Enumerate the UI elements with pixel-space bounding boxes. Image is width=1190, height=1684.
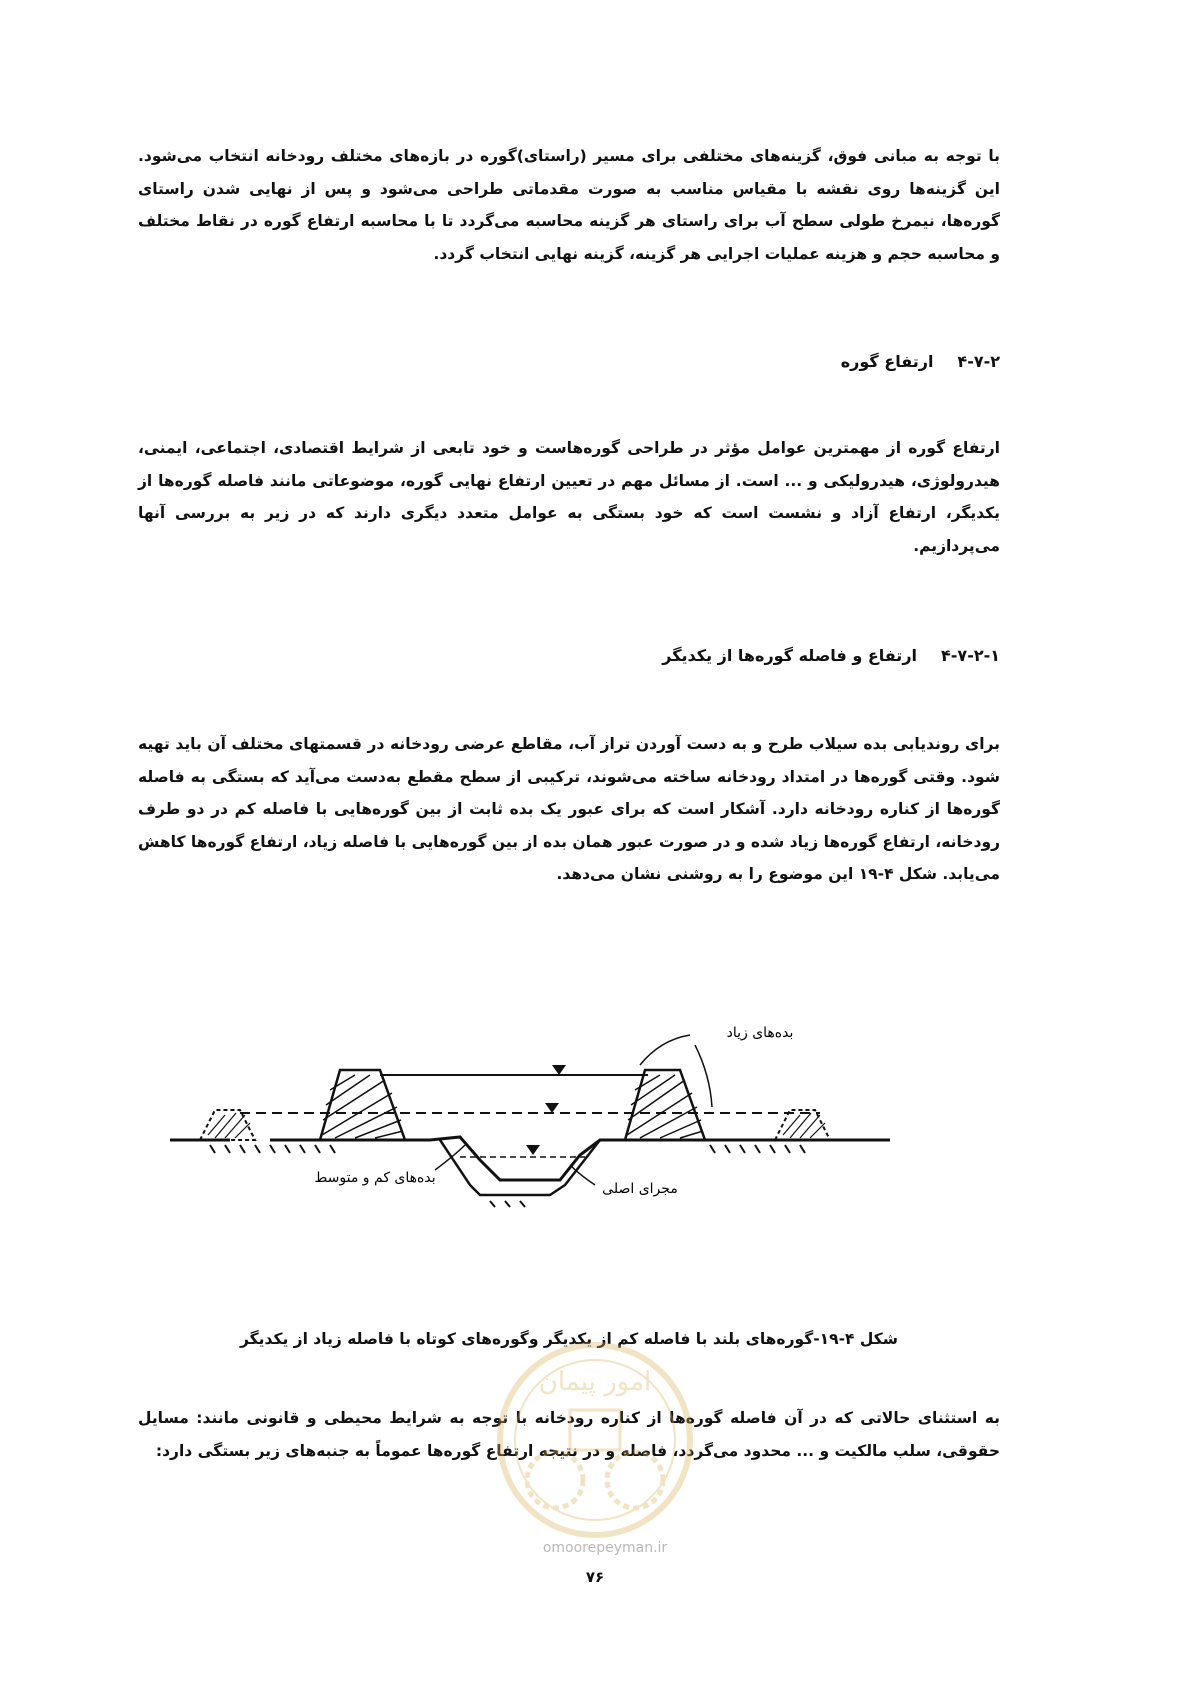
main-channel bbox=[440, 1140, 600, 1195]
label-low-flow: بده‌های کم و متوسط bbox=[314, 1170, 436, 1186]
figure-caption: شکل ۴-۱۹-گوره‌های بلند با فاصله کم از یکدیگر وگوره‌های کوتاه با فاصله زیاد از یکدیگر bbox=[240, 1330, 898, 1348]
ground-hatching bbox=[210, 1145, 805, 1207]
page-number: ۷۶ bbox=[585, 1568, 605, 1586]
paragraph-flood-routing: برای روندیابی بده سیلاب طرح و به دست آوردن تراز آب، مقاطع عرضی رودخانه در قسمتهای مختلف آن باید تهیه شود. وقتی گوره‌ها در امتداد رودخانه ساخته می‌شوند، ترکیبی از سطح مقطع به‌دست می‌آید که بستگی به فاصله گوره‌ها از کناره رودخانه دارد. آشکار است که برای عبور یک بده ثابت از بین گوره‌هایی با فاصله کم در دو طرف رودخانه، ارتفاع گوره‌ها زیاد شده و در صورت عبور همان بده از بین گوره‌هایی با فاصله زیاد، ارتفاع گوره‌ها کاهش می‌یابد. شکل ۴-۱۹ این موضوع را به روشنی نشان می‌دهد. bbox=[138, 735, 1000, 883]
paragraph-levee-height: ارتفاع گوره از مهمترین عوامل مؤثر در طراحی گوره‌هاست و خود تابعی از شرایط اقتصادی، اجتماعی، ایمنی، هیدرولوژی، هیدرولیکی و ... است. از مسائل مهم در تعیین ارتفاع نهایی گوره، موضوعاتی مانند فاصله گوره‌ها از یکدیگر، ارتفاع آزاد و نشست است که خود بستگی به عوامل متعدد دیگری دارند که در زیر به بررسی آنها می‌پردازیم. bbox=[138, 439, 1000, 555]
leader-high-flow bbox=[640, 1035, 690, 1065]
heading-title: ارتفاع گوره bbox=[840, 352, 934, 371]
heading-title: ارتفاع و فاصله گوره‌ها از یکدیگر bbox=[662, 646, 918, 665]
label-high-flow: بده‌های زیاد bbox=[726, 1025, 794, 1041]
water-level-markers bbox=[526, 1065, 566, 1155]
paragraph-route-options: با توجه به مبانی فوق، گزینه‌های مختلفی برای مسیر (راستای)گوره در بازه‌های مختلف رودخانه انتخاب می‌شود. این گزینه‌ها روی نقشه با مقیاس مناسب به صورت مقدماتی طراحی می‌شود و پس از نهایی شدن راستای گوره‌ها، نیمرخ طولی سطح آب برای راستای هر گزینه محاسبه می‌گردد تا با محاسبه ارتفاع گوره در نقاط مختلف و محاسبه حجم و هزینه عملیات اجرایی هر گزینه، گزینه نهایی انتخاب گردد. bbox=[138, 147, 1000, 263]
section-heading-levee-height bbox=[138, 352, 1000, 371]
section-heading-height-spacing bbox=[138, 646, 1000, 665]
leader-high-flow-2 bbox=[695, 1045, 712, 1107]
levee-cross-section-figure bbox=[170, 1025, 970, 1285]
heading-number: ۴-۷-۲ bbox=[957, 352, 1000, 371]
ground-line bbox=[170, 1137, 890, 1180]
watermark-site: omoorepeyman.ir bbox=[542, 1540, 668, 1556]
big-levee-right bbox=[625, 1070, 705, 1140]
label-main-channel: مجرای اصلی bbox=[602, 1181, 678, 1197]
watermark-logo bbox=[485, 1290, 705, 1580]
watermark-logo-text: امور پیمان bbox=[538, 1367, 652, 1397]
heading-number: ۴-۷-۲-۱ bbox=[941, 646, 1000, 665]
paragraph-exceptions: به استثنای حالاتی که در آن فاصله گوره‌ها از کناره رودخانه با توجه به شرایط محیطی و قانونی مانند: مسایل حقوقی، سلب مالکیت و ... محدود می‌گردد، فاصله و در نتیجه ارتفاع گوره‌ها عموماً به جنبه‌های زیر بستگی دارد: bbox=[138, 1409, 1000, 1460]
